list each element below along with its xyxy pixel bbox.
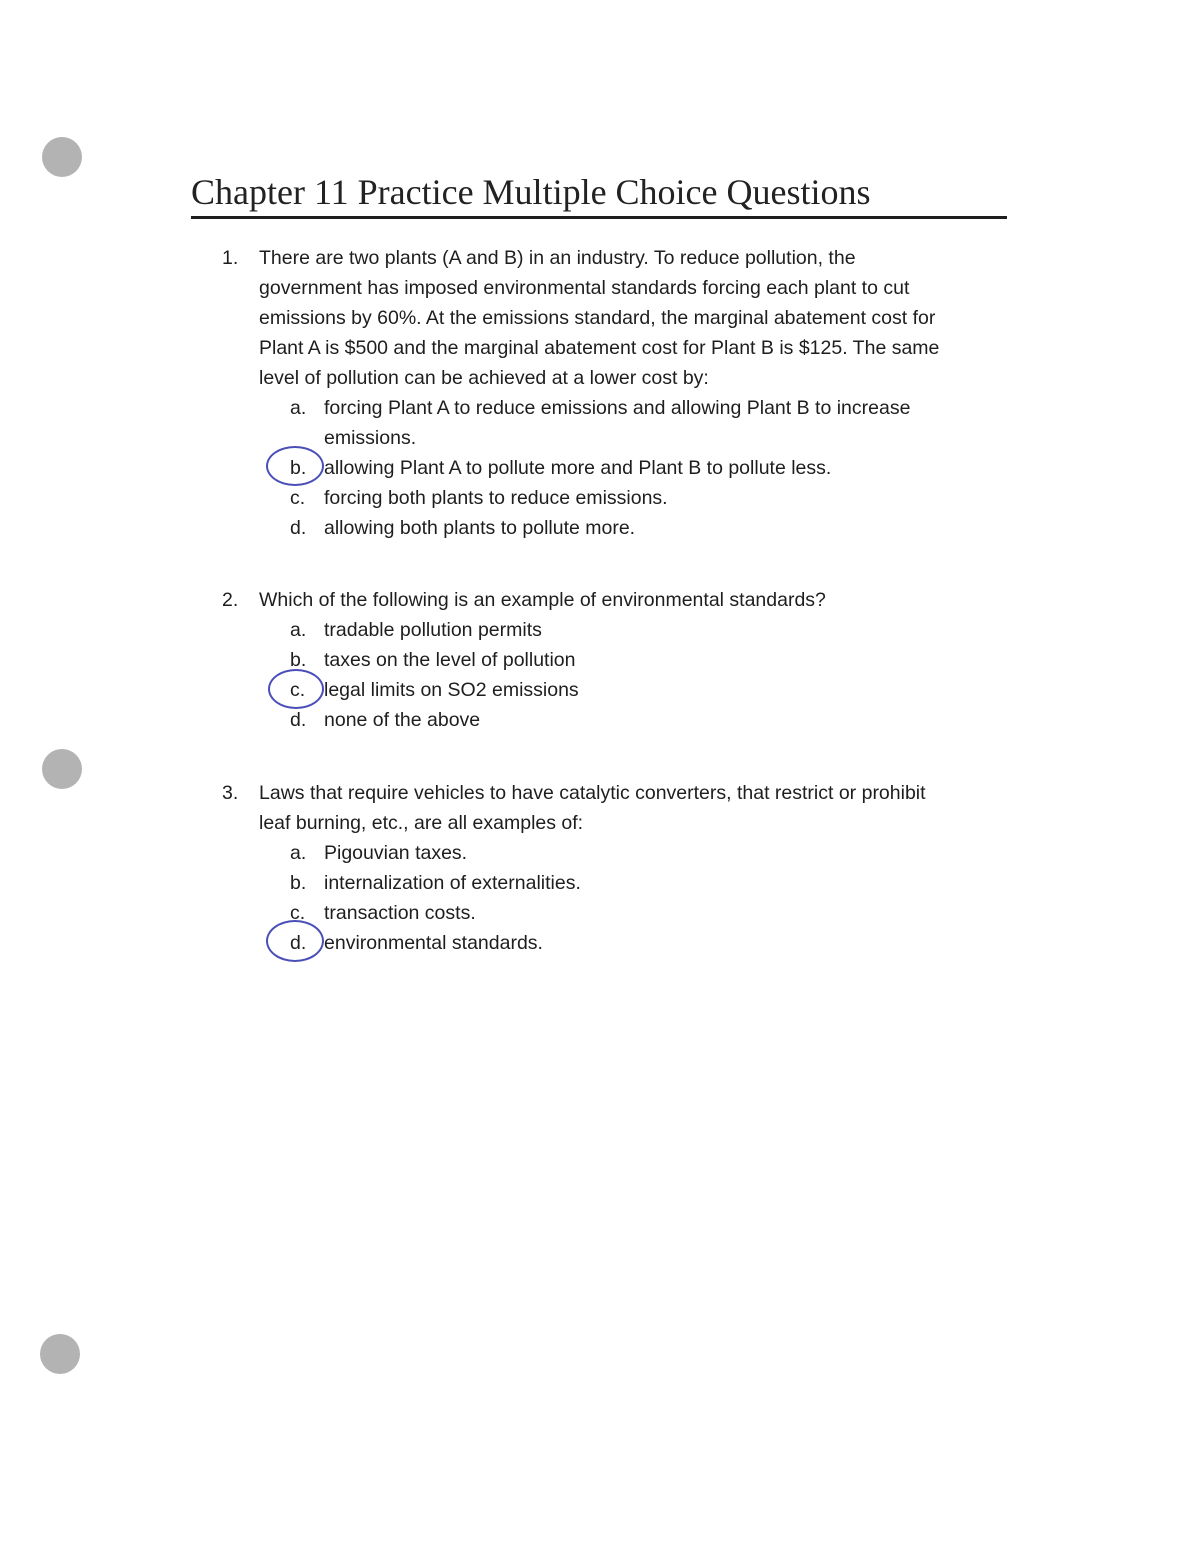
option-c bbox=[222, 898, 1012, 928]
option-letter: c. bbox=[290, 679, 306, 701]
option-d bbox=[222, 513, 1012, 543]
option-b bbox=[222, 645, 1012, 675]
option-text: internalization of externalities. bbox=[324, 872, 581, 894]
option-letter: c. bbox=[290, 487, 306, 509]
option-text: transaction costs. bbox=[324, 902, 476, 924]
option-b bbox=[222, 868, 1012, 898]
binder-hole-top bbox=[42, 137, 82, 177]
option-letter: a. bbox=[290, 619, 307, 641]
option-text: forcing Plant A to reduce emissions and allowing Plant B to increase bbox=[324, 397, 911, 419]
question-line: There are two plants (A and B) in an industry. To reduce pollution, the bbox=[259, 247, 856, 269]
option-text: Pigouvian taxes. bbox=[324, 842, 468, 864]
question-line: Plant A is $500 and the marginal abatement cost for Plant B is $125. The same bbox=[259, 337, 940, 359]
option-a bbox=[222, 615, 1012, 645]
option-text: forcing both plants to reduce emissions. bbox=[324, 487, 668, 509]
option-text: none of the above bbox=[324, 709, 481, 731]
question-line: level of pollution can be achieved at a lower cost by: bbox=[259, 367, 709, 389]
question-line: government has imposed environmental standards forcing each plant to cut bbox=[259, 277, 910, 299]
option-d bbox=[222, 928, 1012, 958]
option-text: legal limits on SO2 emissions bbox=[324, 679, 579, 701]
option-a bbox=[222, 393, 1012, 453]
question-line: Which of the following is an example of environmental standards? bbox=[259, 589, 826, 611]
option-letter: a. bbox=[290, 397, 307, 419]
question-number: 1. bbox=[222, 247, 239, 269]
question-number: 3. bbox=[222, 782, 239, 804]
option-d bbox=[222, 705, 1012, 735]
option-text: allowing Plant A to pollute more and Plant B to pollute less. bbox=[324, 457, 832, 479]
question-number: 2. bbox=[222, 589, 239, 611]
answer-options bbox=[222, 393, 1012, 543]
option-text: taxes on the level of pollution bbox=[324, 649, 576, 671]
question-stem bbox=[222, 778, 1012, 838]
question-2 bbox=[222, 585, 1012, 735]
option-letter: d. bbox=[290, 517, 307, 539]
question-stem bbox=[222, 243, 1012, 393]
question-line: leaf burning, etc., are all examples of: bbox=[259, 812, 584, 834]
question-3 bbox=[222, 778, 1012, 958]
binder-hole-middle bbox=[42, 749, 82, 789]
option-text: emissions. bbox=[324, 427, 417, 449]
option-letter: b. bbox=[290, 457, 307, 479]
option-c bbox=[222, 483, 1012, 513]
question-line: Laws that require vehicles to have catalytic converters, that restrict or prohibit bbox=[259, 782, 926, 804]
question-1 bbox=[222, 243, 1012, 543]
option-a bbox=[222, 838, 1012, 868]
option-letter: c. bbox=[290, 902, 306, 924]
page-title: Chapter 11 Practice Multiple Choice Questions bbox=[191, 170, 1007, 219]
option-text: tradable pollution permits bbox=[324, 619, 542, 641]
option-letter: d. bbox=[290, 709, 307, 731]
option-b bbox=[222, 453, 1012, 483]
answer-options bbox=[222, 615, 1012, 735]
option-letter: b. bbox=[290, 649, 307, 671]
question-stem bbox=[222, 585, 1012, 615]
question-line: emissions by 60%. At the emissions standard, the marginal abatement cost for bbox=[259, 307, 936, 329]
option-letter: a. bbox=[290, 842, 307, 864]
option-text: environmental standards. bbox=[324, 932, 543, 954]
option-text: allowing both plants to pollute more. bbox=[324, 517, 636, 539]
option-letter: b. bbox=[290, 872, 307, 894]
binder-hole-bottom bbox=[40, 1334, 80, 1374]
option-letter: d. bbox=[290, 932, 307, 954]
option-c bbox=[222, 675, 1012, 705]
answer-options bbox=[222, 838, 1012, 958]
